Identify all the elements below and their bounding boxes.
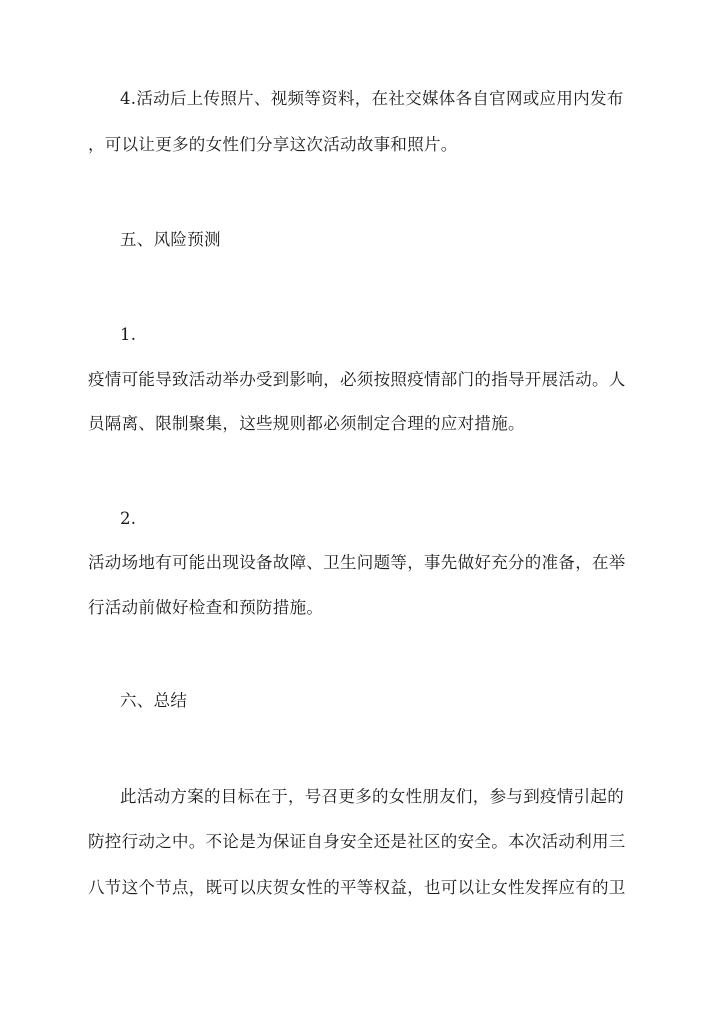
risk2-number: 2. bbox=[120, 509, 137, 528]
section6-heading: 六、总结 bbox=[120, 691, 188, 710]
risk2-line1: 活动场地有可能出现设备故障、卫生问题等，事先做好充分的准备，在举 bbox=[88, 553, 626, 572]
summary-line3: 八节这个节点，既可以庆贺女性的平等权益，也可以让女性发挥应有的卫 bbox=[88, 878, 626, 897]
risk2-line2: 行活动前做好检查和预防措施。 bbox=[88, 598, 324, 617]
risk1-line1: 疫情可能导致活动举办受到影响，必须按照疫情部门的指导开展活动。人 bbox=[88, 370, 626, 389]
summary-line2: 防控行动之中。不论是为保证自身安全还是社区的安全。本次活动利用三 bbox=[88, 832, 626, 851]
risk1-line2: 员隔离、限制聚集，这些规则都必须制定合理的应对措施。 bbox=[88, 414, 525, 433]
summary-line1: 此活动方案的目标在于，号召更多的女性朋友们，参与到疫情引起的 bbox=[120, 787, 624, 806]
section5-heading: 五、风险预测 bbox=[120, 230, 221, 249]
item4-line2: ，可以让更多的女性们分享这次活动故事和照片。 bbox=[88, 135, 458, 154]
item4-line1: 4.活动后上传照片、视频等资料，在社交媒体各自官网或应用内发布 bbox=[120, 89, 624, 108]
risk1-number: 1. bbox=[120, 325, 137, 344]
